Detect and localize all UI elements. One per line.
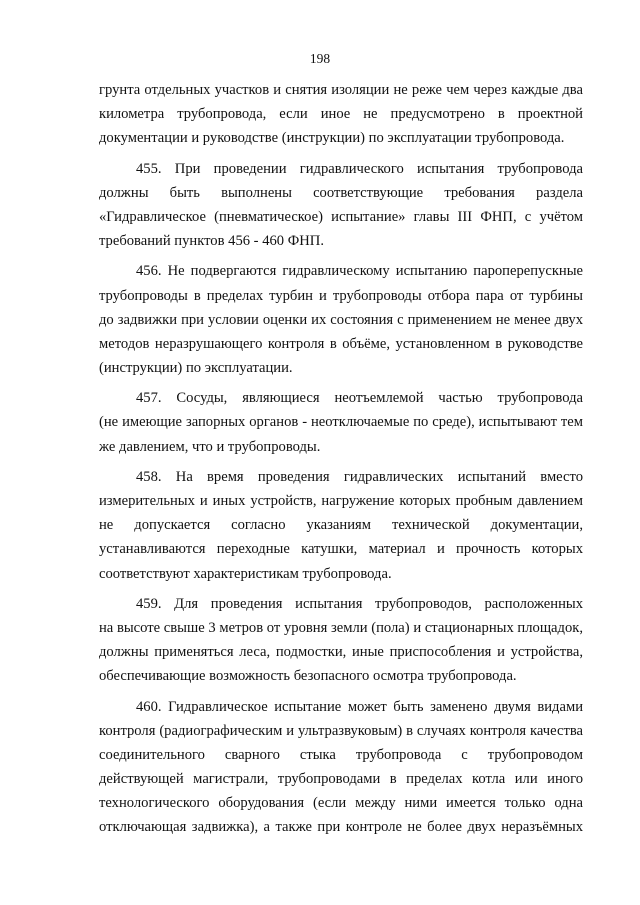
text-line: измерительных и иных устройств, нагружение которых пробным давлением — [99, 493, 583, 509]
text-line: не допускается согласно указаниям технической документации, — [99, 517, 583, 534]
document-body — [99, 78, 583, 846]
text-line: (не имеющие запорных органов - неотключаемые по среде), испытывают тем — [99, 414, 583, 431]
text-line: (инструкции) по эксплуатации. — [99, 360, 293, 377]
text-line: грунта отдельных участков и снятия изоляции не реже чем через каждые два — [99, 82, 583, 98]
paragraph — [99, 465, 583, 586]
text-line: требований пунктов 456 - 460 ФНП. — [99, 233, 324, 250]
text-line: действующей магистрали, трубопроводами в пределах котла или иного — [99, 771, 583, 788]
text-line: «Гидравлическое (пневматическое) испытание» главы III ФНП, с учётом — [99, 208, 583, 225]
text-line: отключающая задвижка), а также при контроле не более двух неразъёмных — [99, 819, 583, 836]
text-line: 457. Сосуды, являющиеся неотъемлемой частью трубопровода — [136, 390, 583, 407]
paragraph — [99, 157, 583, 254]
paragraph — [99, 78, 583, 151]
text-line: методов неразрушающего контроля в объёме, установленном в руководстве — [99, 335, 583, 352]
text-line: 456. Не подвергаются гидравлическому испытанию пароперепускные — [136, 263, 583, 280]
page-number: 198 — [309, 51, 331, 66]
text-line: 460. Гидравлическое испытание может быть заменено двумя видами — [136, 698, 583, 715]
text-line: обеспечивающие возможность безопасного осмотра трубопровода. — [99, 668, 517, 685]
text-line: технологического оборудования (если между ними имеется только одна — [99, 795, 583, 812]
text-line: 458. На время проведения гидравлических испытаний вместо — [136, 468, 583, 485]
text-line: контроля (радиографическим и ультразвуковым) в случаях контроля качества — [99, 722, 583, 739]
paragraph — [99, 695, 583, 840]
text-line: должны применяться леса, подмостки, иные приспособления и устройства, — [99, 644, 583, 661]
text-line: соединительного сварного стыка трубопровода с трубопроводом — [99, 746, 583, 763]
text-line: должны быть выполнены соответствующие требования раздела — [99, 184, 583, 201]
text-line: документации и руководстве (инструкции) по эксплуатации трубопровода. — [99, 130, 565, 147]
text-line: трубопроводы в пределах турбин и трубопроводы отбора пара от турбины — [99, 287, 583, 304]
text-line: километра трубопровода, если иное не предусмотрено в проектной — [99, 106, 583, 123]
text-line: до задвижки при условии оценки их состояния с применением не менее двух — [99, 311, 583, 328]
text-line: устанавливаются переходные катушки, материал и прочность которых — [99, 541, 583, 558]
paragraph — [99, 592, 583, 689]
text-line: 459. Для проведения испытания трубопроводов, расположенных — [136, 595, 583, 612]
paragraph — [99, 259, 583, 380]
text-line: соответствуют характеристикам трубопровода. — [99, 565, 392, 582]
text-line: на высоте свыше 3 метров от уровня земли (пола) и стационарных площадок, — [99, 619, 583, 636]
text-line: же давлением, что и трубопроводы. — [99, 438, 321, 455]
paragraph — [99, 386, 583, 459]
text-line: 455. При проведении гидравлического испытания трубопровода — [136, 160, 583, 177]
